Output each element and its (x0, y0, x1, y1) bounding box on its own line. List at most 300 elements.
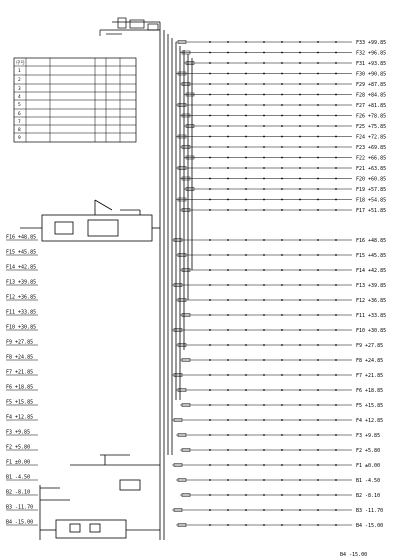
valve-symbol (245, 344, 247, 346)
valve-symbol (209, 284, 211, 286)
basement-pump-room (40, 455, 160, 540)
valve-symbol (335, 167, 337, 169)
valve-symbol (299, 52, 301, 54)
valve-symbol (299, 314, 301, 316)
valve-symbol (227, 41, 229, 43)
valve-symbol (317, 188, 319, 190)
valve-symbol (317, 389, 319, 391)
valve-symbol (281, 199, 283, 201)
valve-symbol (281, 52, 283, 54)
valve-symbol (317, 83, 319, 85)
valve-symbol (299, 524, 301, 526)
valve-symbol (335, 494, 337, 496)
valve-symbol (227, 104, 229, 106)
valve-symbol (281, 178, 283, 180)
valve-symbol (299, 344, 301, 346)
valve-symbol (209, 344, 211, 346)
legend-header: 序号 (16, 61, 25, 66)
valve-symbol (281, 269, 283, 271)
valve-symbol (245, 41, 247, 43)
valve-symbol (227, 125, 229, 127)
floor-label: F6 +18.85 (6, 384, 34, 391)
valve-symbol (335, 509, 337, 511)
valve-symbol (209, 269, 211, 271)
valve-symbol (263, 41, 265, 43)
legend-row-number: 8 (18, 128, 21, 133)
valve-symbol (281, 434, 283, 436)
valve-symbol (263, 434, 265, 436)
valve-symbol (209, 389, 211, 391)
vertical-risers (160, 22, 192, 540)
valve-symbol (227, 167, 229, 169)
valve-symbol (299, 434, 301, 436)
footer-label: B4 -15.00 (340, 552, 368, 558)
floor-label: F11 +33.85 (6, 309, 37, 316)
valve-symbol (317, 52, 319, 54)
valve-symbol (317, 104, 319, 106)
valve-symbol (227, 239, 229, 241)
floor-label: F17 +51.85 (356, 208, 387, 214)
valve-symbol (299, 157, 301, 159)
valve-symbol (335, 157, 337, 159)
valve-symbol (263, 419, 265, 421)
valve-symbol (227, 314, 229, 316)
valve-symbol (317, 464, 319, 466)
valve-symbol (299, 299, 301, 301)
valve-symbol (281, 419, 283, 421)
valve-symbol (299, 146, 301, 148)
valve-symbol (209, 157, 211, 159)
valve-symbol (263, 146, 265, 148)
floor-label: F6 +18.85 (356, 388, 384, 394)
legend-row-number: 2 (18, 78, 21, 83)
floor-label: F4 +12.85 (6, 414, 34, 421)
valve-symbol (209, 104, 211, 106)
valve-symbol (263, 167, 265, 169)
valve-symbol (263, 389, 265, 391)
valve-symbol (263, 509, 265, 511)
valve-symbol (335, 299, 337, 301)
valve-symbol (263, 115, 265, 117)
valve-symbol (299, 404, 301, 406)
valve-symbol (245, 62, 247, 64)
valve-symbol (209, 254, 211, 256)
valve-symbol (281, 83, 283, 85)
floor-label: F1 ±0.00 (356, 463, 381, 469)
valve-symbol (299, 178, 301, 180)
valve-symbol (263, 374, 265, 376)
floor-label: F16 +48.85 (356, 238, 387, 244)
floor-label: B2 -8.10 (356, 493, 381, 499)
valve-symbol (299, 209, 301, 211)
valve-symbol (299, 494, 301, 496)
valve-symbol (245, 374, 247, 376)
valve-symbol (227, 329, 229, 331)
valve-symbol (263, 299, 265, 301)
floor-label: F14 +42.85 (6, 264, 37, 271)
valve-symbol (299, 389, 301, 391)
valve-symbol (281, 62, 283, 64)
valve-symbol (263, 494, 265, 496)
valve-symbol (209, 509, 211, 511)
valve-symbol (209, 419, 211, 421)
valve-symbol (299, 104, 301, 106)
valve-symbol (281, 188, 283, 190)
valve-symbol (335, 239, 337, 241)
upper-floor-labels (356, 40, 386, 214)
floor-label: F12 +36.85 (6, 294, 37, 301)
valve-symbol (209, 434, 211, 436)
valve-symbol (227, 464, 229, 466)
valve-symbol (299, 83, 301, 85)
valve-symbol (227, 73, 229, 75)
valve-symbol (209, 199, 211, 201)
floor-label: F10 +30.85 (356, 328, 387, 334)
valve-symbol (281, 359, 283, 361)
valve-symbol (299, 449, 301, 451)
valve-symbol (209, 359, 211, 361)
floor-label: F3 +9.85 (6, 429, 31, 436)
legend-row-number: 1 (18, 69, 21, 74)
valve-symbol (245, 136, 247, 138)
floor-label: F22 +66.85 (356, 155, 387, 162)
valve-symbol (299, 239, 301, 241)
floor-label: B3 -11.70 (6, 504, 34, 511)
valve-symbol (335, 178, 337, 180)
valve-symbol (317, 146, 319, 148)
valve-symbol (317, 178, 319, 180)
valve-symbol (335, 329, 337, 331)
valve-symbol (335, 104, 337, 106)
valve-symbol (299, 269, 301, 271)
valve-symbol (227, 479, 229, 481)
floor-label: F21 +63.85 (356, 166, 387, 172)
valve-symbol (281, 494, 283, 496)
valve-symbol (335, 389, 337, 391)
valve-symbol (245, 494, 247, 496)
valve-symbol (263, 464, 265, 466)
valve-symbol (317, 41, 319, 43)
valve-symbol (281, 125, 283, 127)
valve-symbol (209, 314, 211, 316)
valve-symbol (299, 374, 301, 376)
valve-symbol (281, 136, 283, 138)
valve-symbol (263, 329, 265, 331)
valve-symbol (317, 136, 319, 138)
valve-symbol (263, 104, 265, 106)
floor-label: F26 +78.85 (356, 113, 387, 120)
floor-label: F32 +96.85 (356, 50, 387, 57)
floor-label: F24 +72.85 (356, 134, 387, 141)
floor-label: F2 +5.80 (356, 448, 381, 454)
floor-label: F3 +9.85 (356, 433, 381, 439)
valve-symbol (227, 269, 229, 271)
valve-symbol (245, 509, 247, 511)
valve-symbol (299, 125, 301, 127)
floor-label: F8 +24.85 (356, 358, 384, 364)
valve-symbol (317, 125, 319, 127)
valve-symbol (335, 254, 337, 256)
valve-symbol (209, 146, 211, 148)
floor-label: F27 +81.85 (356, 103, 387, 109)
floor-label: F8 +24.85 (6, 354, 34, 361)
valve-symbol (317, 284, 319, 286)
valve-symbol (317, 449, 319, 451)
valve-symbol (263, 314, 265, 316)
floor-label: B1 -4.50 (6, 474, 31, 481)
valve-symbol (245, 479, 247, 481)
floor-label: F10 +30.85 (6, 324, 37, 331)
valve-symbol (335, 344, 337, 346)
floor-label: F30 +90.85 (356, 71, 387, 78)
valve-symbol (245, 157, 247, 159)
valve-symbol (209, 125, 211, 127)
floor-label: F4 +12.85 (356, 418, 384, 424)
valve-symbol (263, 62, 265, 64)
valve-symbol (281, 115, 283, 117)
valve-symbol (335, 434, 337, 436)
valve-symbol (281, 509, 283, 511)
valve-symbol (245, 104, 247, 106)
floor-label: F7 +21.85 (356, 373, 384, 379)
valve-symbol (281, 449, 283, 451)
valve-symbol (299, 479, 301, 481)
floor-label: F31 +93.85 (356, 61, 387, 67)
valve-symbol (299, 464, 301, 466)
floor-label: F20 +60.85 (356, 176, 387, 183)
valve-symbol (227, 509, 229, 511)
valve-symbol (245, 314, 247, 316)
floor-label: F9 +27.85 (6, 339, 34, 346)
valve-symbol (209, 404, 211, 406)
valve-symbol (335, 73, 337, 75)
valve-symbol (317, 299, 319, 301)
floor-label: F2 +5.80 (6, 444, 31, 451)
valve-symbol (209, 239, 211, 241)
floor-label: F18 +54.85 (356, 197, 387, 204)
valve-symbol (317, 115, 319, 117)
valve-symbol (335, 479, 337, 481)
valve-symbol (335, 199, 337, 201)
floor-label: F25 +75.85 (356, 124, 387, 130)
floor-label: B4 -15.00 (6, 519, 34, 526)
valve-symbol (281, 389, 283, 391)
valve-symbol (317, 494, 319, 496)
valve-symbol (335, 314, 337, 316)
valve-symbol (281, 41, 283, 43)
floor-label: F15 +45.85 (6, 249, 37, 256)
valve-symbol (263, 479, 265, 481)
valve-symbol (299, 284, 301, 286)
legend-row-number: 5 (18, 103, 21, 108)
valve-symbol (317, 269, 319, 271)
valve-symbol (209, 94, 211, 96)
valve-symbol (335, 464, 337, 466)
valve-symbol (245, 199, 247, 201)
valve-symbol (299, 94, 301, 96)
valve-symbol (335, 374, 337, 376)
legend-table (14, 58, 136, 142)
valve-symbol (317, 434, 319, 436)
valve-symbol (281, 404, 283, 406)
valve-symbol (263, 239, 265, 241)
valve-symbol (281, 157, 283, 159)
valve-symbol (335, 449, 337, 451)
valve-symbol (281, 167, 283, 169)
valve-symbol (281, 239, 283, 241)
valve-symbol (227, 199, 229, 201)
valve-symbol (245, 52, 247, 54)
valve-symbol (245, 449, 247, 451)
left-floor-labels (6, 235, 38, 526)
valve-symbol (227, 136, 229, 138)
valve-symbol (227, 299, 229, 301)
valve-symbol (263, 209, 265, 211)
valve-symbol (209, 188, 211, 190)
legend-row-number: 7 (18, 120, 21, 125)
valve-symbol (317, 239, 319, 241)
valve-symbol (317, 479, 319, 481)
valve-symbol (227, 178, 229, 180)
valve-symbol (209, 479, 211, 481)
valve-symbol (227, 389, 229, 391)
valve-symbol (299, 62, 301, 64)
valve-symbol (227, 524, 229, 526)
valve-symbol (209, 299, 211, 301)
floor-label: F29 +87.85 (356, 82, 387, 88)
valve-symbol (245, 209, 247, 211)
valve-symbol (281, 344, 283, 346)
valve-symbol (281, 94, 283, 96)
valve-symbol (317, 404, 319, 406)
valve-symbol (335, 359, 337, 361)
valve-symbol (209, 167, 211, 169)
valve-symbol (209, 464, 211, 466)
valve-symbol (317, 314, 319, 316)
valve-symbol (227, 284, 229, 286)
transfer-tank-station (20, 200, 160, 241)
valve-symbol (317, 359, 319, 361)
valve-symbol (317, 344, 319, 346)
valve-symbol (281, 254, 283, 256)
valve-symbol (335, 136, 337, 138)
valve-symbol (281, 299, 283, 301)
valve-symbol (317, 509, 319, 511)
valve-symbol (317, 62, 319, 64)
valve-symbol (281, 73, 283, 75)
floor-label: F1 ±0.00 (6, 459, 31, 466)
valve-symbol (317, 254, 319, 256)
valve-symbol (245, 359, 247, 361)
valve-symbol (263, 449, 265, 451)
valve-symbol (263, 94, 265, 96)
valve-symbol (245, 178, 247, 180)
floor-label: B4 -15.00 (356, 523, 384, 529)
valve-symbol (245, 83, 247, 85)
valve-symbol (335, 125, 337, 127)
roof-equipment (100, 18, 160, 36)
valve-symbol (209, 449, 211, 451)
valve-symbol (263, 83, 265, 85)
valve-symbol (227, 52, 229, 54)
valve-symbol (335, 284, 337, 286)
valve-symbol (263, 125, 265, 127)
valve-symbol (245, 125, 247, 127)
valve-symbol (299, 73, 301, 75)
valve-symbol (335, 269, 337, 271)
valve-symbol (227, 449, 229, 451)
valve-symbol (209, 41, 211, 43)
valve-symbol (263, 269, 265, 271)
valve-symbol (335, 115, 337, 117)
valve-symbol (263, 344, 265, 346)
valve-symbol (335, 52, 337, 54)
valve-symbol (227, 434, 229, 436)
floor-label: F15 +45.85 (356, 253, 387, 259)
valve-symbol (209, 52, 211, 54)
valve-symbol (281, 209, 283, 211)
floor-label: F11 +33.85 (356, 313, 387, 319)
floor-label: F5 +15.85 (6, 399, 34, 406)
floor-label: F16 +48.85 (6, 234, 37, 241)
valve-symbol (335, 146, 337, 148)
valve-symbol (209, 178, 211, 180)
floor-label: F5 +15.85 (356, 403, 384, 409)
floor-label: F14 +42.85 (356, 268, 387, 274)
valve-symbol (227, 209, 229, 211)
valve-symbol (245, 464, 247, 466)
valve-symbol (263, 284, 265, 286)
valve-symbol (317, 94, 319, 96)
floor-label: F28 +84.85 (356, 92, 387, 99)
valve-symbol (245, 434, 247, 436)
floor-label: F33 +99.85 (356, 40, 387, 46)
valve-symbol (335, 62, 337, 64)
valve-symbol (335, 41, 337, 43)
valve-symbol (227, 115, 229, 117)
valve-symbol (317, 157, 319, 159)
valve-symbol (263, 52, 265, 54)
valve-symbol (245, 329, 247, 331)
valve-symbol (227, 188, 229, 190)
valve-symbol (299, 41, 301, 43)
valve-symbol (263, 73, 265, 75)
valve-symbol (281, 464, 283, 466)
valve-symbol (245, 73, 247, 75)
valve-symbol (245, 389, 247, 391)
valve-symbol (335, 209, 337, 211)
valve-symbol (209, 73, 211, 75)
valve-symbol (281, 329, 283, 331)
floor-branches (172, 41, 352, 527)
valve-symbol (209, 209, 211, 211)
valve-symbol (227, 83, 229, 85)
valve-symbol (227, 419, 229, 421)
valve-symbol (281, 314, 283, 316)
valve-symbol (245, 299, 247, 301)
valve-symbol (263, 359, 265, 361)
valve-symbol (209, 136, 211, 138)
legend-row-number: 3 (18, 87, 21, 92)
valve-symbol (245, 167, 247, 169)
legend-row-number: 6 (18, 112, 21, 117)
valve-symbol (317, 73, 319, 75)
floor-label: B3 -11.70 (356, 508, 384, 514)
floor-label: F12 +36.85 (356, 298, 387, 304)
valve-symbol (299, 329, 301, 331)
valve-symbol (335, 524, 337, 526)
valve-symbol (209, 62, 211, 64)
